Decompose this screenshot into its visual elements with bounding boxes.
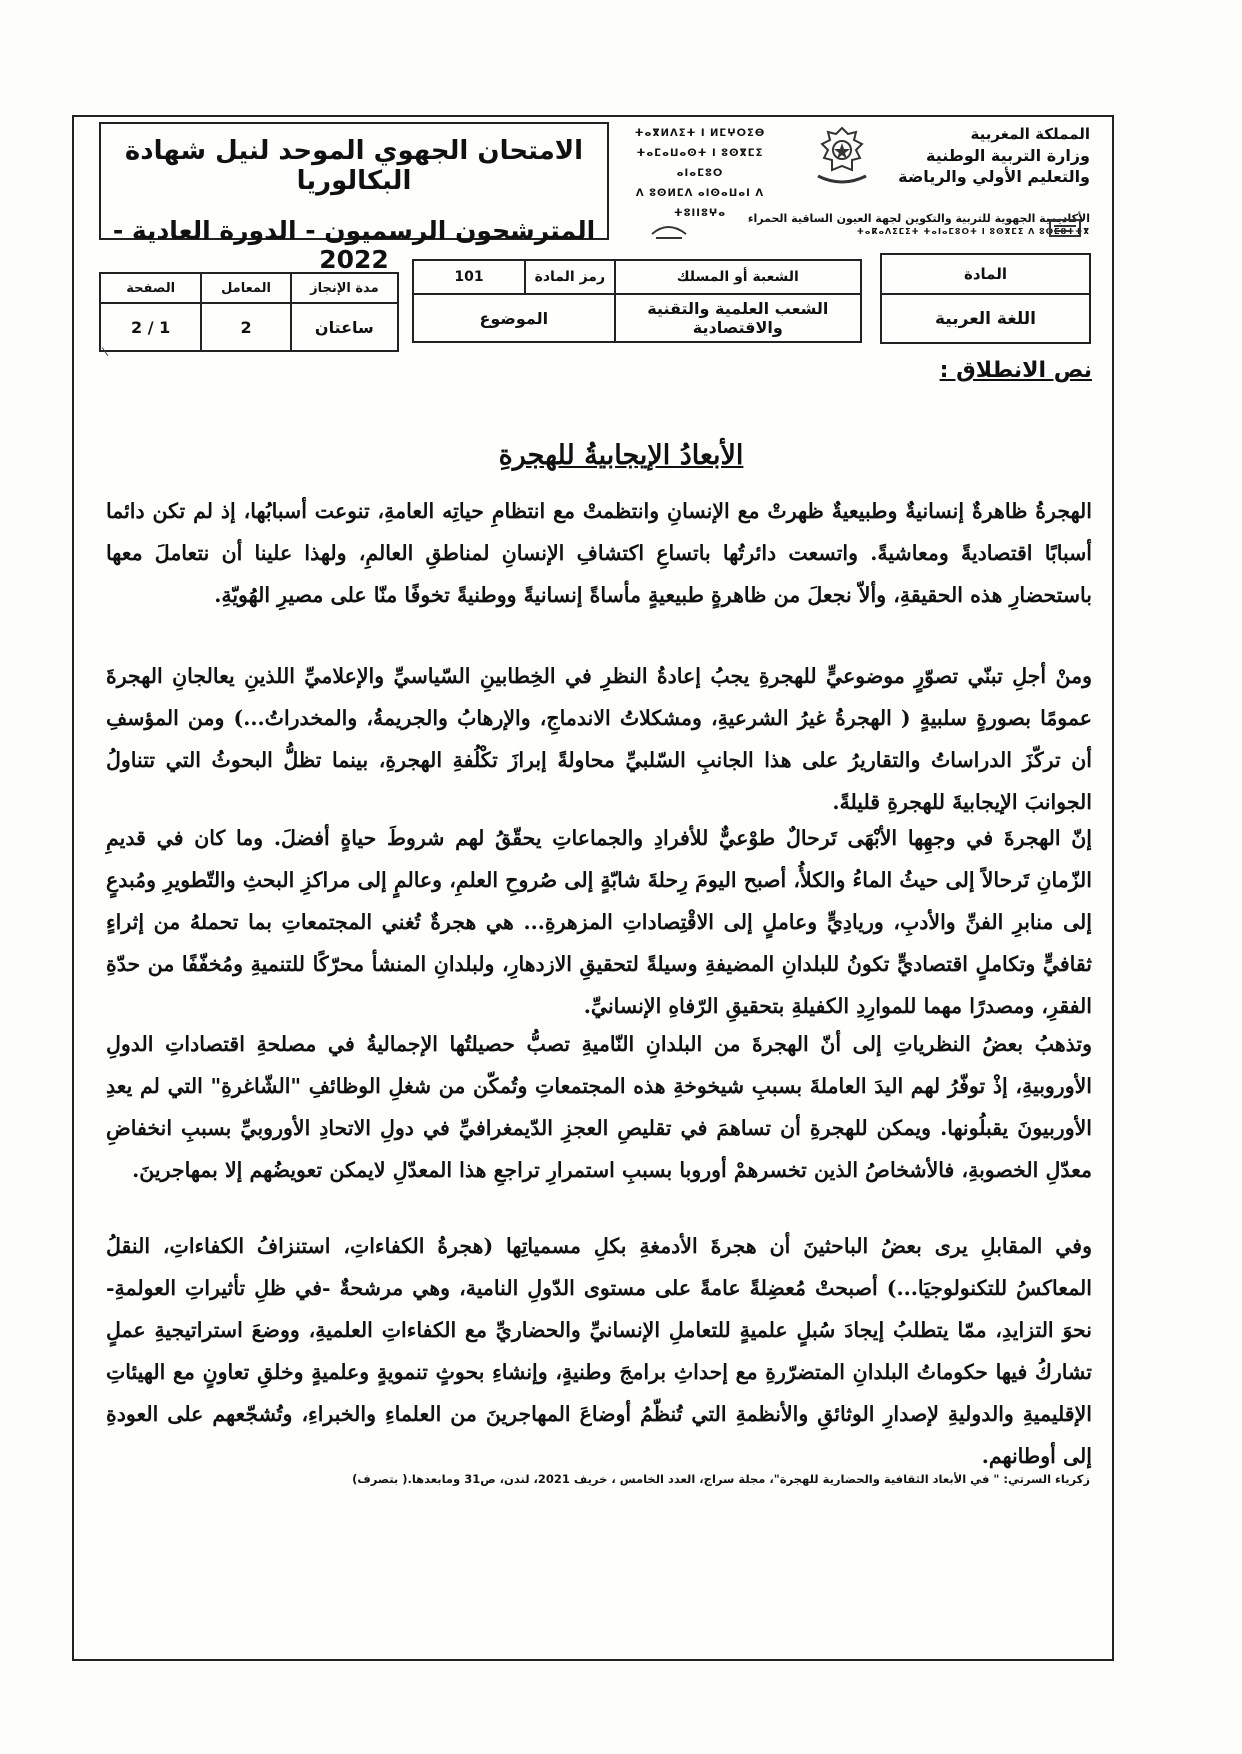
article-title: الأبعادُ الإيجابيةُ للهجرةِ xyxy=(498,440,744,471)
exam-title: الامتحان الجهوي الموحد لنيل شهادة البكالوريا xyxy=(124,136,584,196)
academy-tifinagh: ⵜⴰⴽⴰⴷⵉⵎⵉⵜ ⵜⴰⵏⴰⵎⵓⵔⵜ ⵏ ⵓⵙⴳⵎⵉ ⴷ ⵓⵙⵎⵓⵜⵜⴳ xyxy=(856,227,1090,236)
kingdom-name: المملكة المغربية xyxy=(970,125,1090,143)
paragraph-4: وتذهبُ بعضُ النظرياتِ إلى أنّ الهجرةَ من البلدانِ النّاميةِ تصبُّ حصيلتُها الإجماليةُ في مصلحةِ اقتصاداتِ الدولِ الأوروبيةِ، إذْ توفّرُ لهم اليدَ العاملةَ بسببِ شيخوخةِ هذه المجتمعاتِ وتُمكّن من شغلِ الوظائفِ "الشّاغرةِ" التي لم يعدِ الأوربيونَ يقبلُونها. ويمكن للهجرةِ أن تساهمَ في تقليصِ العجزِ الدّيمغرافيِّ في دولِ الاتحادِ الأوروبيِّ بسببِ انخفاضِ معدّلِ الخصوبةِ، فالأشخاصُ الذين تخسرهمْ أوروبا بسببِ استمرارِ تراجعِ هذا المعدّلِ لايمكن تعويضُهم إلا بمهاجرينَ. xyxy=(106,1032,1092,1182)
code-label: رمز المادة xyxy=(525,260,615,294)
paragraph-2: ومنْ أجلِ تبنّي تصوّرٍ موضوعيٍّ للهجرةِ يجبُ إعادةُ النظرِ في الخِطابينِ السّياسيِّ والإعلاميِّ اللذينِ يعالجانِ الهجرةَ عمومًا بصورةٍ سلبيةٍ ( الهجرةُ غيرُ الشرعيةِ، ومشكلاتُ الاندماجِ، والإرهابُ والجريمةُ، والمخدراتُ...) ومن المؤسفِ أن تركّزَ الدراساتُ والتقاريرُ على هذا الجانبِ السّلبيِّ محاولةً إبرازَ تكْلُفةِ الهجرةِ، بينما تظلُّ البحوثُ التي تتناولُ الجوانبَ الإيجابيةَ للهجرةِ قليلةً. xyxy=(106,664,1092,814)
academy-logo-icon-left xyxy=(648,216,690,242)
tifinagh-line: ⴷ ⵓⵙⵍⵎⴷ ⴰⵏⵙⴰⵡⴰⵏ ⴷ ⵜⵓⵏⵏⵓⵖⴰ xyxy=(635,188,765,219)
tifinagh-line: ⵜⴰⴳⵍⴷⵉⵜ ⵏ ⵍⵎⵖⵔⵉⴱ xyxy=(634,128,766,139)
coef-label: المعامل xyxy=(201,273,290,303)
ministry-name: وزارة التربية الوطنية xyxy=(925,146,1090,165)
subject-value: اللغة العربية xyxy=(881,294,1090,343)
subject-label: المادة xyxy=(881,254,1090,294)
page-label: الصفحة xyxy=(100,273,201,303)
branch-table xyxy=(412,259,862,343)
royal-emblem-icon xyxy=(812,126,872,190)
subject-table xyxy=(880,253,1091,344)
branch-label: الشعبة أو المسلك xyxy=(615,260,861,294)
source-reference: زكرياء السرتي: " في الأبعاد الثقافية والحضارية للهجرة"، مجلة سراج، العدد الخامس ، خريف 2021، لندن، ص31 ومابعدها.( بتصرف) xyxy=(352,1472,1090,1486)
duration-value: ساعتان xyxy=(291,303,398,351)
paragraph-3: إنّ الهجرةَ في وجهِها الأبْهَى تَرحالٌ طوْعيٌّ للأفرادِ والجماعاتِ يحقّقُ لهم شروطَ حياةٍ أفضلَ. وما كان في قديمِ الزّمانِ تَرحالاً إلى حيثُ الماءُ والكلأُ، أصبح اليومَ رِحلةَ شابّةٍ إلى صُروحِ العلمِ، وعالمٍ إلى مراكزِ البحثِ والتّطويرِ ومُبدعٍ إلى منابرِ الفنِّ والأدبِ، وريادِيٍّ وعاملٍ إلى الاقْتِصاداتِ المزهرةِ... هي هجرةٌ تُغني المجتمعاتِ بما تحملهُ من إثراءٍ ثقافيٍّ وتكاملٍ اقتصاديٍّ تكونُ للبلدانِ المضيفةِ وسيلةً لتحقيقِ الازدهارِ، ولبلدانِ المنشأ محرّكًا للتنميةِ ومُخفّفًا من حدّةِ الفقرِ، ومصدرًا مهما للموارِدِ الكفيلةِ بتحقيقِ الرّفاهِ الإنسانيِّ. xyxy=(106,826,1092,1018)
duration-label: مدة الإنجاز xyxy=(291,273,398,303)
coef-value: 2 xyxy=(201,303,290,351)
paragraph-1: الهجرةُ ظاهرةٌ إنسانيةٌ وطبيعيةٌ ظهرتْ مع الإنسانِ وانتظمتْ مع انتظامِ حياتِه العامةِ، تنوعت أسبابُها، إذ لم تكن دائما أسبابًا اقتصاديةً ومعاشيةً. واتسعت دائرتُها باتساعِ اكتشافِ الإنسانِ لمناطقِ العالمِ، ولهذا علينا أن نتعاملَ معها باستحضارِ هذه الحقيقةِ، وألاّ نجعلَ من ظاهرةٍ طبيعيةٍ مأساةً إنسانيةً ووطنيةً تخوفًا منّا على مصيرِ الهُويّةِ. xyxy=(106,499,1092,607)
paragraph-5: وفي المقابلِ يرى بعضُ الباحثينَ أن هجرةَ الأدمغةِ بكلِ مسمياتِها (هجرةُ الكفاءاتِ، استنزافُ الكفاءاتِ، النقلُ المعاكسُ للتكنولوجيَا...) أصبحتْ مُعضِلةً عامةً على مستوى الدّولِ النامية، وهي مرشحةٌ -في ظلِ تأثيراتِ العولمةِ- نحوَ التزايدِ، ممّا يتطلبُ إيجادَ سُبلٍ علميةٍ للتعاملِ الإنسانيِّ والحضاريِّ مع الكفاءاتِ العلميةِ، ووضعَ استراتيجيةِ عملٍ تشاركُ فيها حكوماتُ البلدانِ المتضرّرةِ مع إحداثِ برامجَ وطنيةٍ، وإنشاءِ بحوثٍ تنمويةٍ وعلميةٍ وخلقِ تعاونٍ مع الهيئاتِ الإقليميةِ والدوليةِ لإصدارِ الوثائقِ والأنظمةِ التي تُنظّمُ أوضاعَ المهاجرينَ من العلماءِ والخبراءِ، وتُشجّعهم على العودةِ إلى أوطانهم. xyxy=(106,1234,1092,1468)
start-text-label: نص الانطلاق : xyxy=(939,358,1092,383)
exam-session: المترشحون الرسميون - الدورة العادية - 2022 xyxy=(112,216,596,274)
exam-header-box xyxy=(99,122,609,274)
page-value: 1 / 2 xyxy=(100,303,201,351)
academy-name: الأكاديمية الجهوية للتربية والتكوين لجهة العيون الساقية الحمراء xyxy=(747,212,1090,225)
academy-header xyxy=(648,212,1090,238)
tifinagh-line: ⵜⴰⵎⴰⵡⴰⵙⵜ ⵏ ⵓⵙⴳⵎⵉ ⴰⵏⴰⵎⵓⵔ xyxy=(636,148,764,179)
code-value: 101 xyxy=(413,260,525,294)
ministry-name-2: والتعليم الأولي والرياضة xyxy=(898,167,1090,186)
academy-logo-icon xyxy=(1046,216,1088,242)
meta-table xyxy=(99,272,399,352)
topic-label: الموضوع xyxy=(413,294,615,342)
branch-value: الشعب العلمية والتقنية والاقتصادية xyxy=(615,294,861,342)
